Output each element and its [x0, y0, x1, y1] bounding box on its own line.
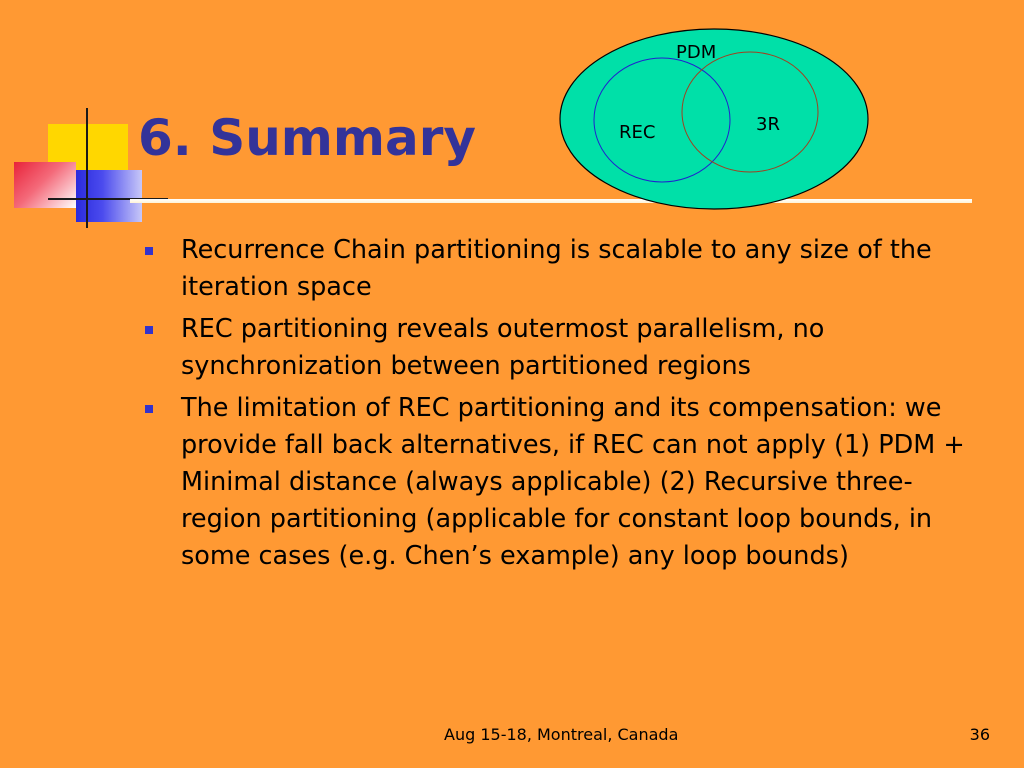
footer-text: Aug 15-18, Montreal, Canada — [444, 725, 679, 744]
bullet-list — [140, 232, 990, 580]
bullet-item — [140, 390, 990, 575]
venn-outer-label: PDM — [676, 42, 717, 63]
venn-diagram — [556, 26, 872, 212]
bullet-text: The limitation of REC partitioning and its compensation: we provide fall back alternatives, if REC can not apply (1) PDM + Minimal distance (always applicable) (2) Recursive three-region partitioning (applicable for constant loop bounds, in some cases (e.g. Chen’s example) any loop bounds) — [181, 393, 965, 571]
bullet-square-icon — [145, 326, 153, 334]
bullet-square-icon — [145, 405, 153, 413]
venn-right-label: 3R — [756, 114, 780, 135]
bullet-item — [140, 311, 990, 385]
decorative-vertical-line — [86, 108, 88, 228]
bullet-text: Recurrence Chain partitioning is scalable to any size of the iteration space — [181, 235, 932, 302]
slide-title: 6. Summary — [138, 109, 476, 167]
decorative-red-square — [14, 162, 76, 208]
bullet-text: REC partitioning reveals outermost parallelism, no synchronization between partitioned regions — [181, 314, 825, 381]
venn-left-label: REC — [619, 122, 656, 143]
bullet-item — [140, 232, 990, 306]
slide-number: 36 — [969, 725, 990, 744]
bullet-square-icon — [145, 247, 153, 255]
